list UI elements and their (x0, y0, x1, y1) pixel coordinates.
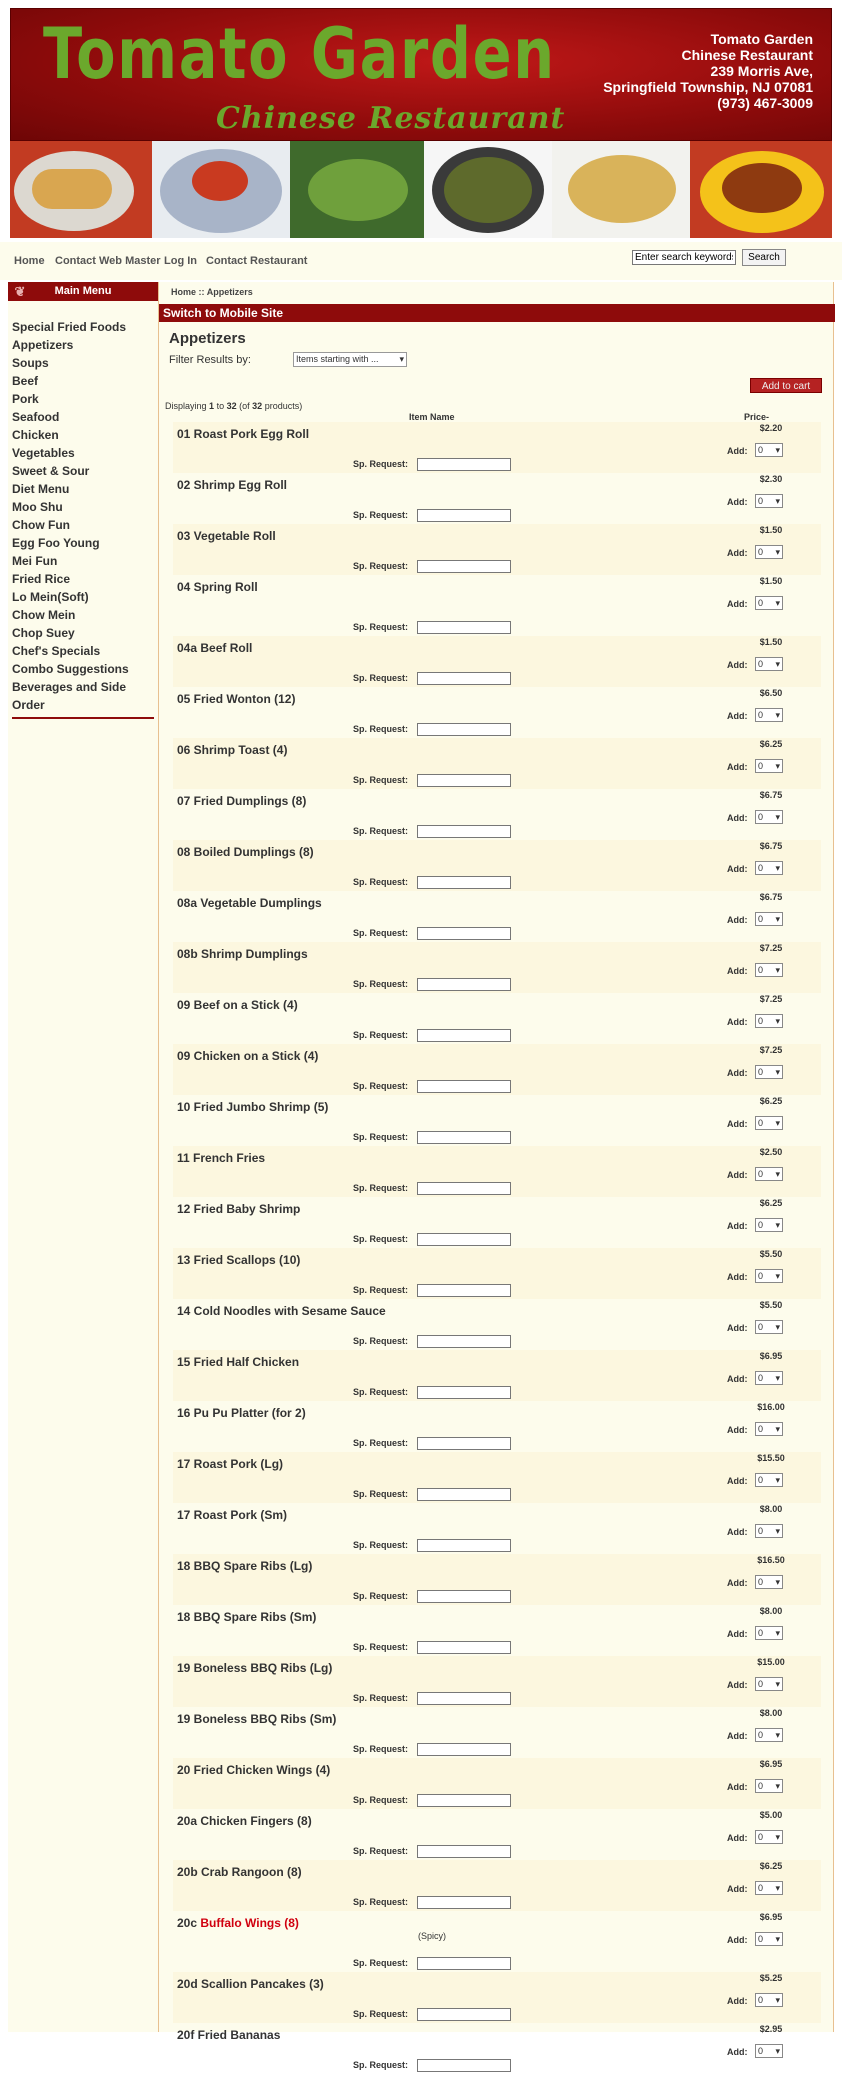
special-request-label: Sp. Request: (353, 775, 409, 785)
add-label: Add: (727, 1996, 748, 2006)
product-price: $5.50 (759, 1300, 783, 1310)
product-price: $6.25 (759, 1198, 783, 1208)
add-label: Add: (727, 1578, 748, 1588)
product-row (173, 687, 821, 738)
product-row (173, 1299, 821, 1350)
add-label: Add: (727, 1323, 748, 1333)
special-request-input[interactable] (417, 1957, 511, 1970)
sidebar-item[interactable]: Seafood (12, 410, 60, 424)
special-request-input[interactable] (417, 978, 511, 991)
product-name[interactable]: 06 Shrimp Toast (4) (177, 743, 288, 757)
switch-mobile-link[interactable]: Switch to Mobile Site (159, 304, 835, 322)
product-row (173, 1860, 821, 1911)
product-name[interactable]: 02 Shrimp Egg Roll (177, 478, 288, 492)
quantity-select[interactable]: 0 ▾ (755, 759, 783, 773)
product-name[interactable]: 20a Chicken Fingers (8) (177, 1814, 312, 1828)
special-request-label: Sp. Request: (353, 1183, 409, 1193)
main-content (158, 282, 834, 2070)
product-name[interactable]: 14 Cold Noodles with Sesame Sauce (177, 1304, 386, 1318)
add-label: Add: (727, 1068, 748, 1078)
logo-subtitle: Chinese Restaurant (216, 101, 566, 136)
chevron-down-icon: ▾ (399, 354, 404, 364)
product-price: $16.50 (757, 1555, 785, 1565)
product-price: $6.75 (759, 892, 783, 902)
quantity-select[interactable]: 0 ▾ (755, 2044, 783, 2058)
product-price: $15.00 (757, 1657, 785, 1667)
special-request-label: Sp. Request: (353, 561, 409, 571)
special-request-label: Sp. Request: (353, 1132, 409, 1142)
address-line-street: 239 Morris Ave, (710, 63, 813, 79)
sidebar-item[interactable]: Pork (12, 392, 39, 406)
add-label: Add: (727, 966, 748, 976)
special-request-label: Sp. Request: (353, 1438, 409, 1448)
special-request-label: Sp. Request: (353, 622, 409, 632)
special-request-label: Sp. Request: (353, 826, 409, 836)
special-request-input[interactable] (417, 825, 511, 838)
product-name[interactable]: 01 Roast Pork Egg Roll (177, 427, 310, 441)
nav-contact-restaurant-link[interactable]: Contact Restaurant (206, 255, 308, 267)
special-request-input[interactable] (417, 1488, 511, 1501)
add-label: Add: (727, 711, 748, 721)
special-request-input[interactable] (417, 1437, 511, 1450)
product-row (173, 1248, 821, 1299)
sidebar-item[interactable]: Chow Fun (12, 518, 70, 532)
sidebar-item[interactable]: Chop Suey (12, 626, 75, 640)
quantity-select[interactable]: 0 ▾ (755, 1320, 783, 1334)
special-request-input[interactable] (417, 1233, 511, 1246)
special-request-input[interactable] (417, 1182, 511, 1195)
quantity-select[interactable]: 0 ▾ (755, 1116, 783, 1130)
product-row (173, 422, 821, 473)
special-request-input[interactable] (417, 876, 511, 889)
product-name[interactable]: 17 Roast Pork (Sm) (177, 1508, 288, 1522)
breadcrumb-separator: :: (198, 287, 205, 297)
main-menu-title: Main Menu (54, 285, 112, 297)
product-price: $1.50 (759, 637, 783, 647)
sidebar-item[interactable]: Lo Mein(Soft) (12, 590, 89, 604)
quantity-select[interactable]: 0 ▾ (755, 1728, 783, 1742)
sidebar-item[interactable]: Moo Shu (12, 500, 63, 514)
quantity-select[interactable]: 0 ▾ (755, 1677, 783, 1691)
special-request-label: Sp. Request: (353, 459, 409, 469)
product-note: (Spicy) (418, 1931, 447, 1941)
special-request-label: Sp. Request: (353, 928, 409, 938)
special-request-label: Sp. Request: (353, 1336, 409, 1346)
product-row (173, 942, 821, 993)
search-input[interactable] (632, 250, 736, 265)
quantity-select[interactable]: 0 ▾ (755, 1524, 783, 1538)
product-row (173, 1972, 821, 2023)
product-row (173, 1758, 821, 1809)
quantity-select[interactable]: 0 ▾ (755, 1932, 783, 1946)
nav-home-link[interactable]: Home (14, 255, 45, 267)
product-row (173, 1605, 821, 1656)
restaurant-address (603, 31, 813, 111)
special-request-input[interactable] (417, 1845, 511, 1858)
product-price: $2.50 (759, 1147, 783, 1157)
product-name[interactable]: 18 BBQ Spare Ribs (Sm) (177, 1610, 317, 1624)
special-request-label: Sp. Request: (353, 673, 409, 683)
product-row (173, 575, 821, 636)
product-price: $6.25 (759, 1861, 783, 1871)
product-price: $16.00 (757, 1402, 785, 1412)
page-title: Appetizers (169, 330, 246, 347)
quantity-select[interactable]: 0 ▾ (755, 1881, 783, 1895)
site-header (10, 8, 832, 141)
add-label: Add: (727, 1527, 748, 1537)
product-row (173, 993, 821, 1044)
search-button[interactable]: Search (742, 249, 786, 266)
product-name[interactable]: 08 Boiled Dumplings (8) (177, 845, 314, 859)
product-price: $7.25 (759, 994, 783, 1004)
special-request-label: Sp. Request: (353, 510, 409, 520)
special-request-input[interactable] (417, 2059, 511, 2072)
special-request-input[interactable] (417, 621, 511, 634)
quantity-select[interactable]: 0 ▾ (755, 810, 783, 824)
product-price: $6.75 (759, 841, 783, 851)
special-request-input[interactable] (417, 1284, 511, 1297)
address-line-city: Springfield Township, NJ 07081 (603, 79, 813, 95)
product-price: $8.00 (759, 1606, 783, 1616)
special-request-label: Sp. Request: (353, 2009, 409, 2019)
product-price: $1.50 (759, 525, 783, 535)
special-request-label: Sp. Request: (353, 1958, 409, 1968)
special-request-input[interactable] (417, 774, 511, 787)
product-row (173, 473, 821, 524)
product-name[interactable]: 12 Fried Baby Shrimp (177, 1202, 301, 1216)
product-name[interactable]: 18 BBQ Spare Ribs (Lg) (177, 1559, 313, 1573)
product-row (173, 1554, 821, 1605)
results-from: 1 (209, 401, 215, 411)
nav-login-link[interactable]: Log In (164, 255, 197, 267)
product-name[interactable]: 04 Spring Roll (177, 580, 258, 594)
product-price: $6.25 (759, 1096, 783, 1106)
sidebar-item[interactable]: Sweet & Sour (12, 464, 90, 478)
sidebar-item[interactable]: Special Fried Foods (12, 320, 127, 334)
add-label: Add: (727, 1833, 748, 1843)
address-line-type: Chinese Restaurant (681, 47, 813, 63)
product-name[interactable]: 08a Vegetable Dumplings (177, 896, 322, 910)
product-name[interactable]: 05 Fried Wonton (12) (177, 692, 296, 706)
leaf-icon: ❦ (14, 284, 26, 299)
sidebar-item[interactable]: Chef's Specials (12, 644, 101, 658)
product-name[interactable]: 20 Fried Chicken Wings (4) (177, 1763, 331, 1777)
results-count (165, 401, 302, 411)
product-name[interactable]: 09 Beef on a Stick (4) (177, 998, 298, 1012)
special-request-input[interactable] (417, 1743, 511, 1756)
add-label: Add: (727, 813, 748, 823)
quantity-select[interactable]: 0 ▾ (755, 1422, 783, 1436)
special-request-label: Sp. Request: (353, 1285, 409, 1295)
product-name[interactable]: 07 Fried Dumplings (8) (177, 794, 307, 808)
photo-noodles (552, 141, 690, 238)
add-label: Add: (727, 446, 748, 456)
product-name[interactable]: 19 Boneless BBQ Ribs (Sm) (177, 1712, 337, 1726)
product-name[interactable]: 20d Scallion Pancakes (3) (177, 1977, 324, 1991)
menu-divider (12, 717, 154, 719)
sidebar-item[interactable]: Combo Suggestions (12, 662, 129, 676)
filter-select[interactable] (293, 352, 407, 367)
special-request-input[interactable] (417, 1131, 511, 1144)
product-row (173, 1044, 821, 1095)
product-price: $8.00 (759, 1504, 783, 1514)
special-request-input[interactable] (417, 560, 511, 573)
product-name[interactable]: 09 Chicken on a Stick (4) (177, 1049, 319, 1063)
quantity-select[interactable]: 0 ▾ (755, 1626, 783, 1640)
product-price: $2.30 (759, 474, 783, 484)
photo-chicken-broccoli (424, 141, 552, 238)
special-request-label: Sp. Request: (353, 1234, 409, 1244)
special-request-label: Sp. Request: (353, 1387, 409, 1397)
main-menu-header (8, 282, 158, 301)
quantity-select[interactable]: 0 ▾ (755, 545, 783, 559)
special-request-label: Sp. Request: (353, 1591, 409, 1601)
add-label: Add: (727, 497, 748, 507)
product-list (173, 422, 821, 2074)
sidebar-item[interactable]: Beverages and Side Order (12, 680, 127, 712)
address-line-name: Tomato Garden (710, 31, 813, 47)
address-line-phone: (973) 467-3009 (717, 95, 813, 111)
special-request-label: Sp. Request: (353, 1846, 409, 1856)
product-row (173, 738, 821, 789)
quantity-select[interactable]: 0 ▾ (755, 1575, 783, 1589)
product-row (173, 636, 821, 687)
special-request-input[interactable] (417, 927, 511, 940)
product-name[interactable]: 13 Fried Scallops (10) (177, 1253, 301, 1267)
special-request-input[interactable] (417, 1590, 511, 1603)
photo-egg-rolls (10, 141, 152, 238)
product-row (173, 524, 821, 575)
product-name[interactable]: 03 Vegetable Roll (177, 529, 276, 543)
special-request-input[interactable] (417, 672, 511, 685)
sidebar-item[interactable]: Chow Mein (12, 608, 76, 622)
special-request-input[interactable] (417, 1896, 511, 1909)
photo-wontons (152, 141, 290, 238)
quantity-select[interactable]: 0 ▾ (755, 1218, 783, 1232)
quantity-select[interactable]: 0 ▾ (755, 861, 783, 875)
quantity-select[interactable]: 0 ▾ (755, 1065, 783, 1079)
breadcrumb (171, 287, 253, 297)
add-label: Add: (727, 599, 748, 609)
add-label: Add: (727, 2047, 748, 2057)
add-label: Add: (727, 1221, 748, 1231)
product-row (173, 1452, 821, 1503)
quantity-select[interactable]: 0 ▾ (755, 596, 783, 610)
add-label: Add: (727, 1476, 748, 1486)
product-name[interactable]: 19 Boneless BBQ Ribs (Lg) (177, 1661, 333, 1675)
product-row (173, 1095, 821, 1146)
special-request-label: Sp. Request: (353, 1030, 409, 1040)
quantity-select[interactable]: 0 ▾ (755, 912, 783, 926)
product-row (173, 1911, 821, 1972)
results-to: 32 (226, 401, 237, 411)
results-prefix: Displaying (165, 401, 207, 411)
quantity-select[interactable]: 0 ▾ (755, 708, 783, 722)
results-total: 32 (252, 401, 263, 411)
product-name[interactable]: 11 French Fries (177, 1151, 266, 1165)
quantity-select[interactable]: 0 ▾ (755, 1779, 783, 1793)
results-of: (of (239, 401, 250, 411)
breadcrumb-current: Appetizers (206, 287, 253, 297)
nav-contact-webmaster-link[interactable]: Contact Web Master (55, 255, 161, 267)
quantity-select[interactable]: 0 ▾ (755, 1371, 783, 1385)
add-label: Add: (727, 1884, 748, 1894)
product-row (173, 1350, 821, 1401)
special-request-label: Sp. Request: (353, 724, 409, 734)
special-request-input[interactable] (417, 1641, 511, 1654)
add-label: Add: (727, 1680, 748, 1690)
special-request-input[interactable] (417, 458, 511, 471)
column-header-item-name: Item Name (409, 412, 455, 422)
add-label: Add: (727, 1017, 748, 1027)
add-label: Add: (727, 864, 748, 874)
photo-snow-peas (290, 141, 424, 238)
sidebar-item[interactable]: Mei Fun (12, 554, 58, 568)
add-label: Add: (727, 1935, 748, 1945)
product-name[interactable] (177, 1916, 299, 1930)
product-price: $5.00 (759, 1810, 783, 1820)
food-photo-strip (10, 141, 832, 238)
product-price: $2.95 (759, 2024, 783, 2034)
add-to-cart-button[interactable]: Add to cart (750, 378, 822, 393)
product-price: $6.50 (759, 688, 783, 698)
product-price: $6.95 (759, 1759, 783, 1769)
product-name[interactable]: 20f Fried Bananas (177, 2028, 281, 2042)
product-price: $7.25 (759, 943, 783, 953)
sidebar-item[interactable]: Soups (12, 356, 49, 370)
product-row (173, 1809, 821, 1860)
product-row (173, 1656, 821, 1707)
product-price: $5.50 (759, 1249, 783, 1259)
special-request-input[interactable] (417, 1539, 511, 1552)
quantity-select[interactable]: 0 ▾ (755, 1830, 783, 1844)
product-row (173, 1146, 821, 1197)
sidebar-item[interactable]: Vegetables (12, 446, 75, 460)
product-row (173, 789, 821, 840)
product-title: Buffalo Wings (8) (200, 1916, 299, 1930)
product-name[interactable]: 20b Crab Rangoon (8) (177, 1865, 302, 1879)
special-request-input[interactable] (417, 1386, 511, 1399)
results-to-word: to (216, 401, 225, 411)
quantity-select[interactable]: 0 ▾ (755, 1269, 783, 1283)
product-price: $1.50 (759, 576, 783, 586)
product-row (173, 840, 821, 891)
add-label: Add: (727, 660, 748, 670)
special-request-input[interactable] (417, 2008, 511, 2021)
special-request-label: Sp. Request: (353, 1540, 409, 1550)
quantity-select[interactable]: 0 ▾ (755, 443, 783, 457)
category-menu (12, 318, 154, 714)
sidebar (8, 282, 158, 2032)
sidebar-item[interactable]: Appetizers (12, 338, 74, 352)
column-header-price: Price- (744, 412, 770, 422)
special-request-input[interactable] (417, 1692, 511, 1705)
product-name[interactable]: 16 Pu Pu Platter (for 2) (177, 1406, 306, 1420)
quantity-select[interactable]: 0 ▾ (755, 1993, 783, 2007)
product-row (173, 1401, 821, 1452)
product-row (173, 1707, 821, 1758)
add-label: Add: (727, 1782, 748, 1792)
special-request-input[interactable] (417, 1335, 511, 1348)
sidebar-item[interactable]: Beef (12, 374, 39, 388)
product-row (173, 891, 821, 942)
product-price: $6.75 (759, 790, 783, 800)
add-label: Add: (727, 1731, 748, 1741)
product-number: 20c (177, 1916, 198, 1930)
add-label: Add: (727, 1170, 748, 1180)
product-name[interactable]: 08b Shrimp Dumplings (177, 947, 308, 961)
special-request-label: Sp. Request: (353, 979, 409, 989)
add-label: Add: (727, 1374, 748, 1384)
sidebar-item[interactable]: Fried Rice (12, 572, 71, 586)
quantity-select[interactable]: 0 ▾ (755, 657, 783, 671)
sidebar-item[interactable]: Diet Menu (12, 482, 70, 496)
add-label: Add: (727, 1119, 748, 1129)
special-request-input[interactable] (417, 1794, 511, 1807)
add-label: Add: (727, 1629, 748, 1639)
sidebar-item[interactable]: Chicken (12, 428, 59, 442)
special-request-label: Sp. Request: (353, 1489, 409, 1499)
product-row (173, 1503, 821, 1554)
filter-label: Filter Results by: (169, 354, 251, 366)
special-request-input[interactable] (417, 509, 511, 522)
product-price: $5.25 (759, 1973, 783, 1983)
product-price: $6.95 (759, 1351, 783, 1361)
sidebar-item[interactable]: Egg Foo Young (12, 536, 100, 550)
product-name[interactable]: 15 Fried Half Chicken (177, 1355, 300, 1369)
product-price: $6.25 (759, 739, 783, 749)
product-name[interactable]: 17 Roast Pork (Lg) (177, 1457, 284, 1471)
quantity-select[interactable]: 0 ▾ (755, 963, 783, 977)
add-label: Add: (727, 1272, 748, 1282)
quantity-select[interactable]: 0 ▾ (755, 1473, 783, 1487)
special-request-label: Sp. Request: (353, 877, 409, 887)
special-request-input[interactable] (417, 723, 511, 736)
add-label: Add: (727, 915, 748, 925)
photo-orange-chicken (690, 141, 832, 238)
special-request-input[interactable] (417, 1080, 511, 1093)
product-row (173, 2023, 821, 2074)
product-price: $8.00 (759, 1708, 783, 1718)
breadcrumb-home-link[interactable]: Home (171, 287, 197, 297)
special-request-label: Sp. Request: (353, 2060, 409, 2070)
product-row (173, 1197, 821, 1248)
special-request-label: Sp. Request: (353, 1081, 409, 1091)
product-price: $2.20 (759, 423, 783, 433)
add-label: Add: (727, 762, 748, 772)
quantity-select[interactable]: 0 ▾ (755, 494, 783, 508)
special-request-label: Sp. Request: (353, 1693, 409, 1703)
add-label: Add: (727, 548, 748, 558)
add-label: Add: (727, 1425, 748, 1435)
logo-title: Tomato Garden (43, 13, 556, 95)
special-request-label: Sp. Request: (353, 1897, 409, 1907)
special-request-label: Sp. Request: (353, 1744, 409, 1754)
quantity-select[interactable]: 0 ▾ (755, 1014, 783, 1028)
results-suffix: products) (264, 401, 303, 411)
product-name[interactable]: 10 Fried Jumbo Shrimp (5) (177, 1100, 329, 1114)
special-request-input[interactable] (417, 1029, 511, 1042)
product-price: $15.50 (757, 1453, 785, 1463)
product-price: $7.25 (759, 1045, 783, 1055)
special-request-label: Sp. Request: (353, 1795, 409, 1805)
quantity-select[interactable]: 0 ▾ (755, 1167, 783, 1181)
filter-select-value: Items starting with ... (296, 354, 379, 364)
special-request-label: Sp. Request: (353, 1642, 409, 1652)
product-price: $6.95 (759, 1912, 783, 1922)
product-name[interactable]: 04a Beef Roll (177, 641, 253, 655)
